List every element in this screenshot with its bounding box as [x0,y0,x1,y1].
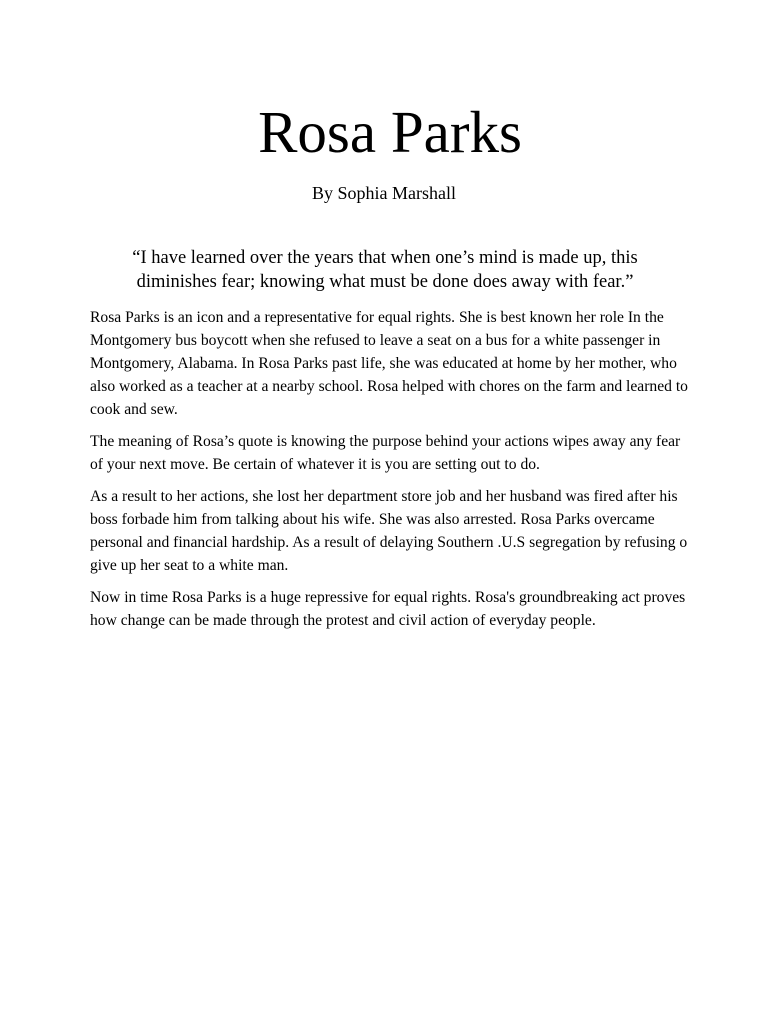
quote [90,246,680,294]
document-body [90,306,690,641]
paragraph-4: Now in time Rosa Parks is a huge repressive for equal rights. Rosa's groundbreaking act proves how change can be made through the protest and civil action of everyday people. [90,589,686,629]
author-byline: By Sophia Marshall [312,183,456,203]
paragraph-3: As a result to her actions, she lost her department store job and her husband was fired after his boss forbade him from talking about his wife. She was also arrested. Rosa Parks overcame personal and financial hardship. As a result of delaying Southern .U.S segregation by refusing o give up her seat to a white man. [90,488,688,574]
quote-line-1: “I have learned over the years that when one’s mind is made up, this [132,248,638,268]
paragraph-2: The meaning of Rosa’s quote is knowing the purpose behind your actions wipes away any fear of your next move. Be certain of whatever it is you are setting out to do. [90,433,681,473]
document-title: Rosa Parks [258,99,522,165]
paragraph-1: Rosa Parks is an icon and a representative for equal rights. She is best known her role In the Montgomery bus boycott when she refused to leave a seat on a bus for a white passenger in Montgomery, Alabama. In Rosa Parks past life, she was educated at home by her mother, who also worked as a teacher at a nearby school. Rosa helped with chores on the farm and learned to cook and sew. [90,309,688,418]
quote-line-2: diminishes fear; knowing what must be done does away with fear.” [136,272,634,292]
